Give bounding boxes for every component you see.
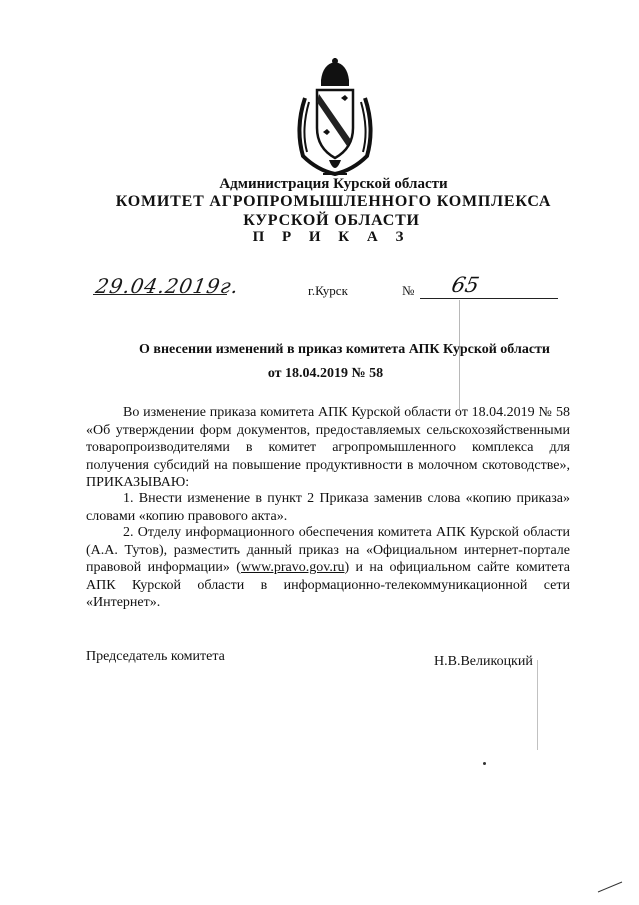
date-underline — [93, 294, 227, 295]
number-sign: № — [402, 283, 415, 298]
scan-artifact-line — [537, 660, 538, 750]
number-underline — [420, 298, 558, 299]
committee-region: КУРСКОЙ ОБЛАСТИ — [243, 212, 420, 229]
coat-of-arms-icon — [293, 58, 377, 184]
scan-artifact-stroke — [596, 876, 626, 896]
scan-artifact-dot — [483, 762, 486, 765]
signer-name: Н.В.Великоцкий — [434, 654, 533, 669]
paragraph-item-2 — [86, 524, 570, 612]
item-2-text-start: 2. Отделу информационного обеспечения комитета АПК Курской области (А.А. Тутов), разместить данный приказ на «Официальном интернет-портале правовой информации» ( — [86, 525, 570, 575]
item-2-text-end: ) и на официальном сайте комитета АПК Курской области в информационно-телекоммуникационной сети «Интернет». — [86, 560, 570, 610]
order-date: 29.04.2019г. — [93, 274, 242, 298]
subject-line-1: О внесении изменений в приказ комитета АПК Курской области — [139, 342, 550, 357]
order-number: 65 — [449, 273, 482, 297]
scan-artifact-line — [459, 300, 460, 410]
pravo-link[interactable]: www.pravo.gov.ru — [240, 560, 345, 575]
order-city: г.Курск — [308, 283, 348, 298]
paragraph-item-1: 1. Внести изменение в пункт 2 Приказа заменив слова «копию приказа» словами «копию правового акта». — [86, 491, 570, 524]
committee-title: КОМИТЕТ АГРОПРОМЫШЛЕННОГО КОМПЛЕКСА — [115, 193, 552, 210]
signer-position: Председатель комитета — [86, 649, 225, 664]
document-type: П Р И К А З — [252, 229, 411, 245]
subject-line-2: от 18.04.2019 № 58 — [267, 366, 384, 381]
paragraph-preamble: Во изменение приказа комитета АПК Курской области от 18.04.2019 № 58 «Об утверждении форм документов, предоставляемых сельскохозяйственными товаропроизводителями в комитет агропромышленного комплекса для получения субсидий на повышение продуктивности в молочном скотоводстве», ПРИКАЗЫВАЮ: — [86, 405, 570, 490]
admin-title: Администрация Курской области — [219, 176, 448, 192]
